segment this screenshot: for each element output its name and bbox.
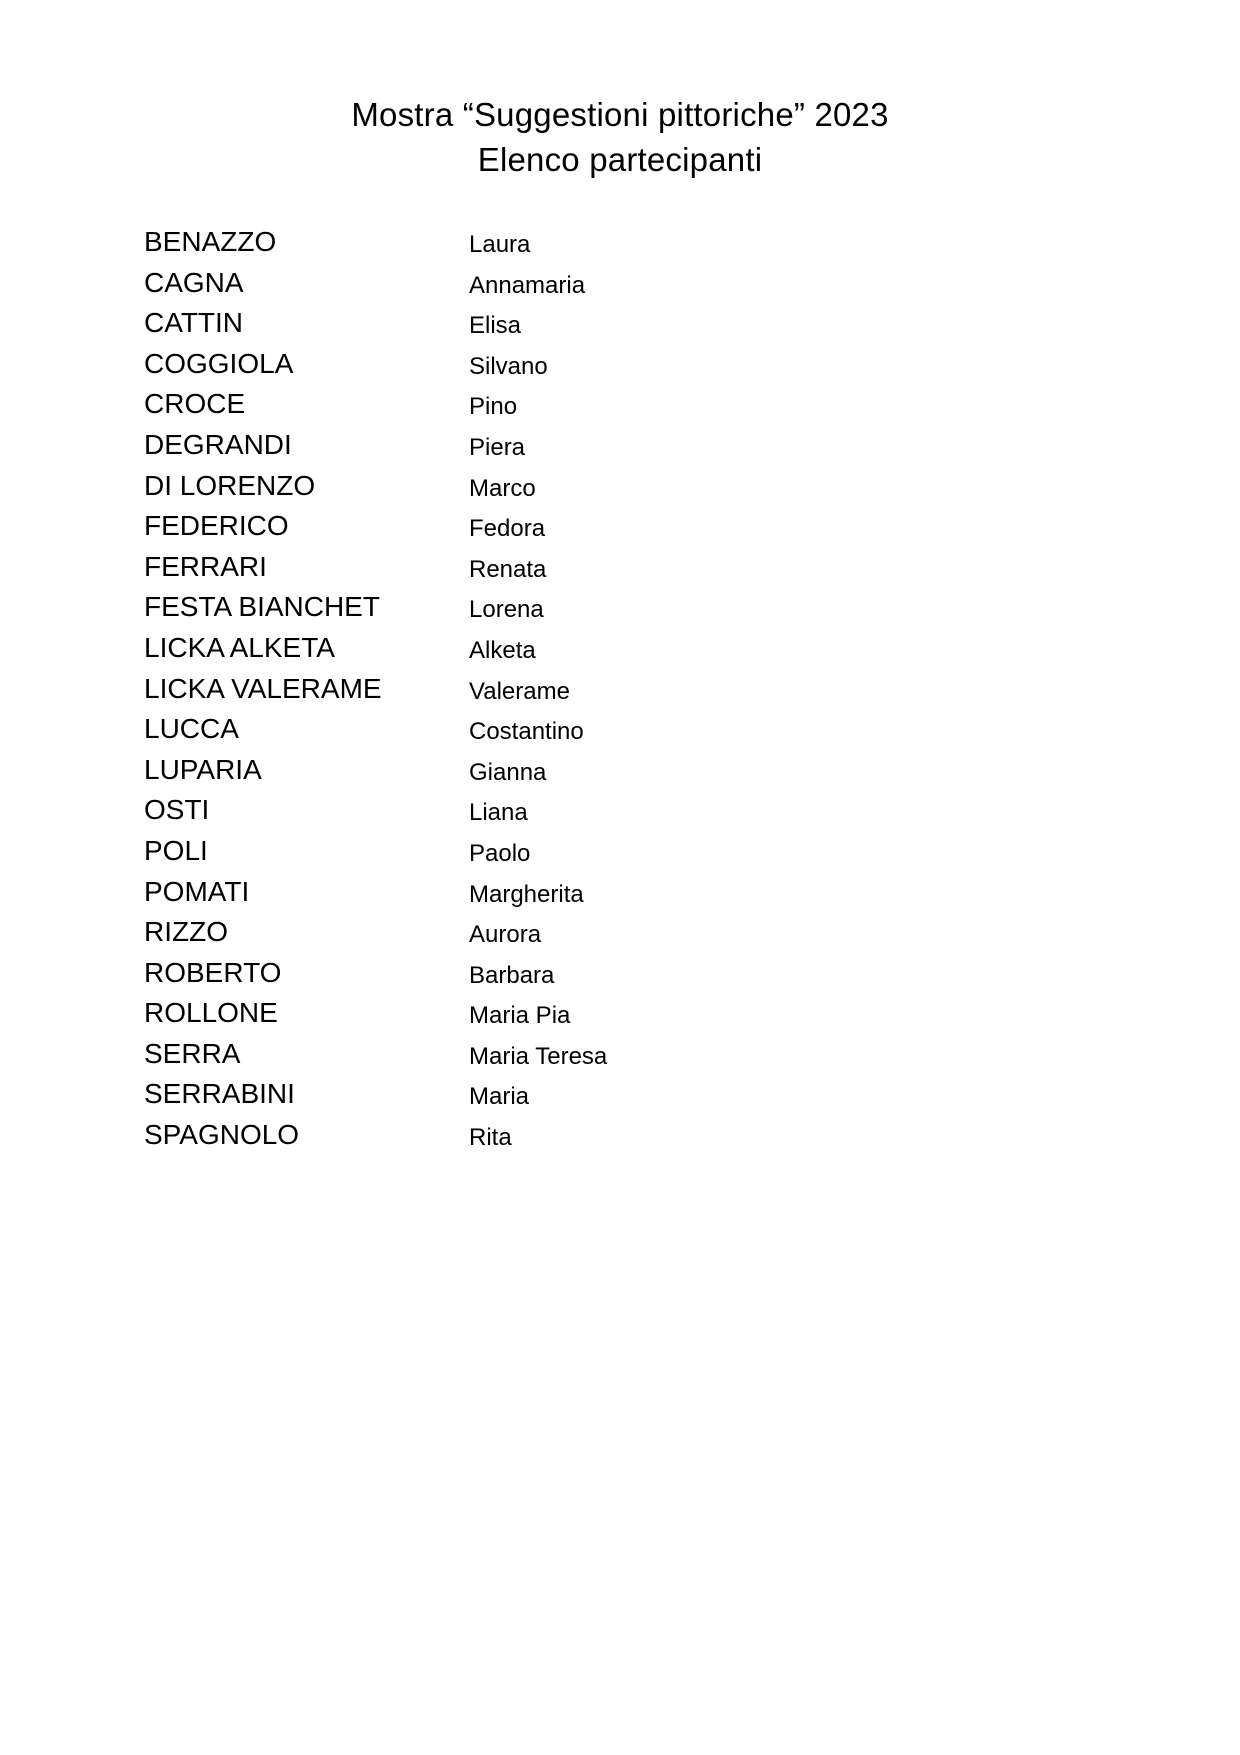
participant-first-name: Margherita [469,880,584,908]
participant-row [144,344,844,385]
participant-row [144,263,844,304]
participant-surname: CROCE [144,388,246,420]
participant-first-name: Barbara [469,961,555,989]
participant-surname: SERRA [144,1037,241,1069]
participant-first-name: Gianna [469,758,547,786]
participant-surname: ROBERTO [144,956,282,988]
participant-row [144,384,844,425]
participant-row [144,547,844,588]
participant-row [144,790,844,831]
participant-row [144,506,844,547]
participant-first-name: Maria Pia [469,1002,571,1030]
participant-row [144,628,844,669]
participant-first-name: Valerame [469,677,570,705]
participant-first-name: Aurora [469,921,542,949]
participant-first-name: Costantino [469,718,584,746]
participant-surname: CAGNA [144,266,244,298]
participant-first-name: Alketa [469,636,536,664]
participant-first-name: Liana [469,799,528,827]
participant-first-name: Pino [469,393,518,421]
participant-surname: FESTA BIANCHET [144,591,380,623]
participant-surname: OSTI [144,794,210,826]
participant-row [144,953,844,994]
participant-surname: POLI [144,834,208,866]
participant-first-name: Renata [469,555,547,583]
participant-first-name: Piera [469,433,526,461]
participant-surname: ROLLONE [144,997,278,1029]
participant-surname: POMATI [144,875,250,907]
title-line-2: Elenco partecipanti [477,141,763,178]
participant-surname: COGGIOLA [144,347,294,379]
participant-surname: LICKA VALERAME [144,672,382,704]
participant-list [144,222,844,1156]
title-line-1: Mostra “Suggestioni pittoriche” 2023 [351,96,889,133]
participant-first-name: Marco [469,474,536,502]
participant-surname: CATTIN [144,307,244,339]
participant-surname: LUCCA [144,713,239,745]
participant-surname: DEGRANDI [144,428,292,460]
participant-row [144,709,844,750]
participant-first-name: Paolo [469,839,531,867]
participant-row [144,831,844,872]
participant-row [144,222,844,263]
participant-row [144,750,844,791]
participant-surname: RIZZO [144,916,228,948]
participant-row [144,669,844,710]
participant-row [144,425,844,466]
participant-first-name: Silvano [469,352,548,380]
participant-first-name: Maria [469,1083,530,1111]
participant-row [144,912,844,953]
participant-row [144,1034,844,1075]
participant-first-name: Elisa [469,312,522,340]
participant-surname: SERRABINI [144,1078,295,1110]
participant-row [144,872,844,913]
participant-surname: LUPARIA [144,753,262,785]
participant-surname: LICKA ALKETA [144,631,335,663]
participant-row [144,466,844,507]
participant-row [144,587,844,628]
participant-surname: BENAZZO [144,226,277,257]
participant-row [144,993,844,1034]
participant-surname: DI LORENZO [144,469,316,501]
participant-first-name: Laura [469,231,531,258]
participant-first-name: Rita [469,1124,512,1152]
participant-row [144,303,844,344]
participant-first-name: Annamaria [469,271,586,299]
participant-surname: FEDERICO [144,510,289,542]
participant-row [144,1074,844,1115]
participant-first-name: Maria Teresa [469,1042,608,1070]
participant-surname: SPAGNOLO [144,1119,300,1151]
participant-first-name: Fedora [469,515,546,543]
participant-surname: FERRARI [144,550,267,582]
participant-row [144,1115,844,1156]
document-title [0,92,1240,182]
participant-first-name: Lorena [469,596,544,624]
